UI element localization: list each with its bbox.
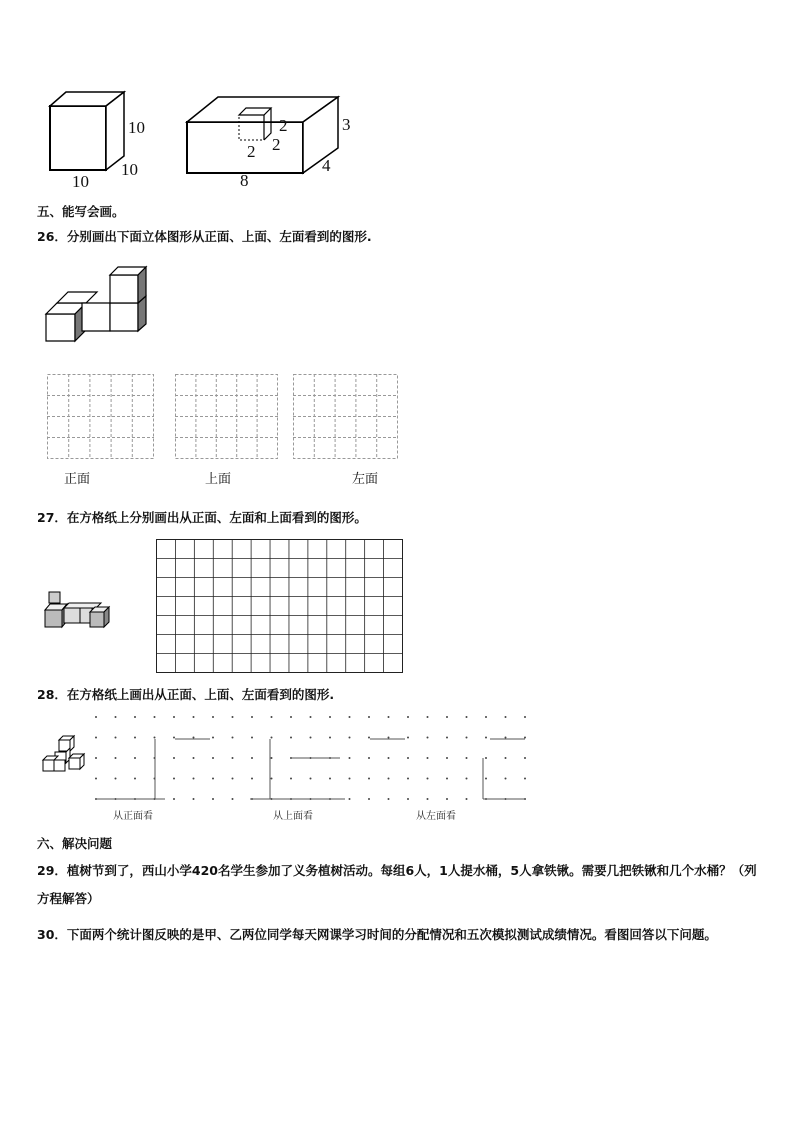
q28-label-front: 从正面看 xyxy=(113,811,153,822)
question-28: 28．在方格纸上画出从正面、上面、左面看到的图形. xyxy=(37,687,335,702)
question-29: 29．植树节到了，西山小学420名学生参加了义务植树活动。每组6人，1人提水桶，5人拿铁锹。需要几把铁锹和几个水桶？（列方程解答） xyxy=(37,863,757,906)
q27-grid[interactable] xyxy=(156,539,404,674)
cube-label-bottom: 10 xyxy=(72,172,89,191)
q27-solid-figure xyxy=(42,590,122,632)
q28-solid-figure xyxy=(41,738,97,778)
question-27: 27．在方格纸上分别画出从正面、左面和上面看到的图形。 xyxy=(37,510,367,525)
box-label-length: 8 xyxy=(240,171,249,190)
q28-dot-grid[interactable] xyxy=(95,714,527,802)
cube-label-depth: 10 xyxy=(121,160,138,179)
q26-grid-front[interactable] xyxy=(47,374,155,460)
q28-label-left: 从左面看 xyxy=(416,811,456,822)
box-label-height: 3 xyxy=(342,115,351,134)
section-five-title: 五、能写会画。 xyxy=(37,204,125,219)
box-label-small-front: 2 xyxy=(247,142,256,161)
question-26: 26．分别画出下面立体图形从正面、上面、左面看到的图形. xyxy=(37,229,372,244)
q26-label-front: 正面 xyxy=(64,472,91,487)
question-30: 30．下面两个统计图反映的是甲、乙两位同学每天网课学习时间的分配情况和五次模拟测试成绩情况。看图回答以下问题。 xyxy=(37,927,717,942)
q28-label-top: 从上面看 xyxy=(273,811,313,822)
q26-label-left: 左面 xyxy=(352,472,379,487)
box-label-small-right: 2 xyxy=(279,116,288,135)
q26-grid-left[interactable] xyxy=(293,374,399,460)
q26-label-top: 上面 xyxy=(205,472,232,487)
cube-label-right: 10 xyxy=(128,118,145,137)
box-label-small-depth: 2 xyxy=(272,135,281,154)
q26-grid-top[interactable] xyxy=(175,374,279,460)
section-six-title: 六、解决问题 xyxy=(37,836,113,851)
q26-solid-figure xyxy=(44,266,154,346)
box-label-depth: 4 xyxy=(322,156,331,175)
